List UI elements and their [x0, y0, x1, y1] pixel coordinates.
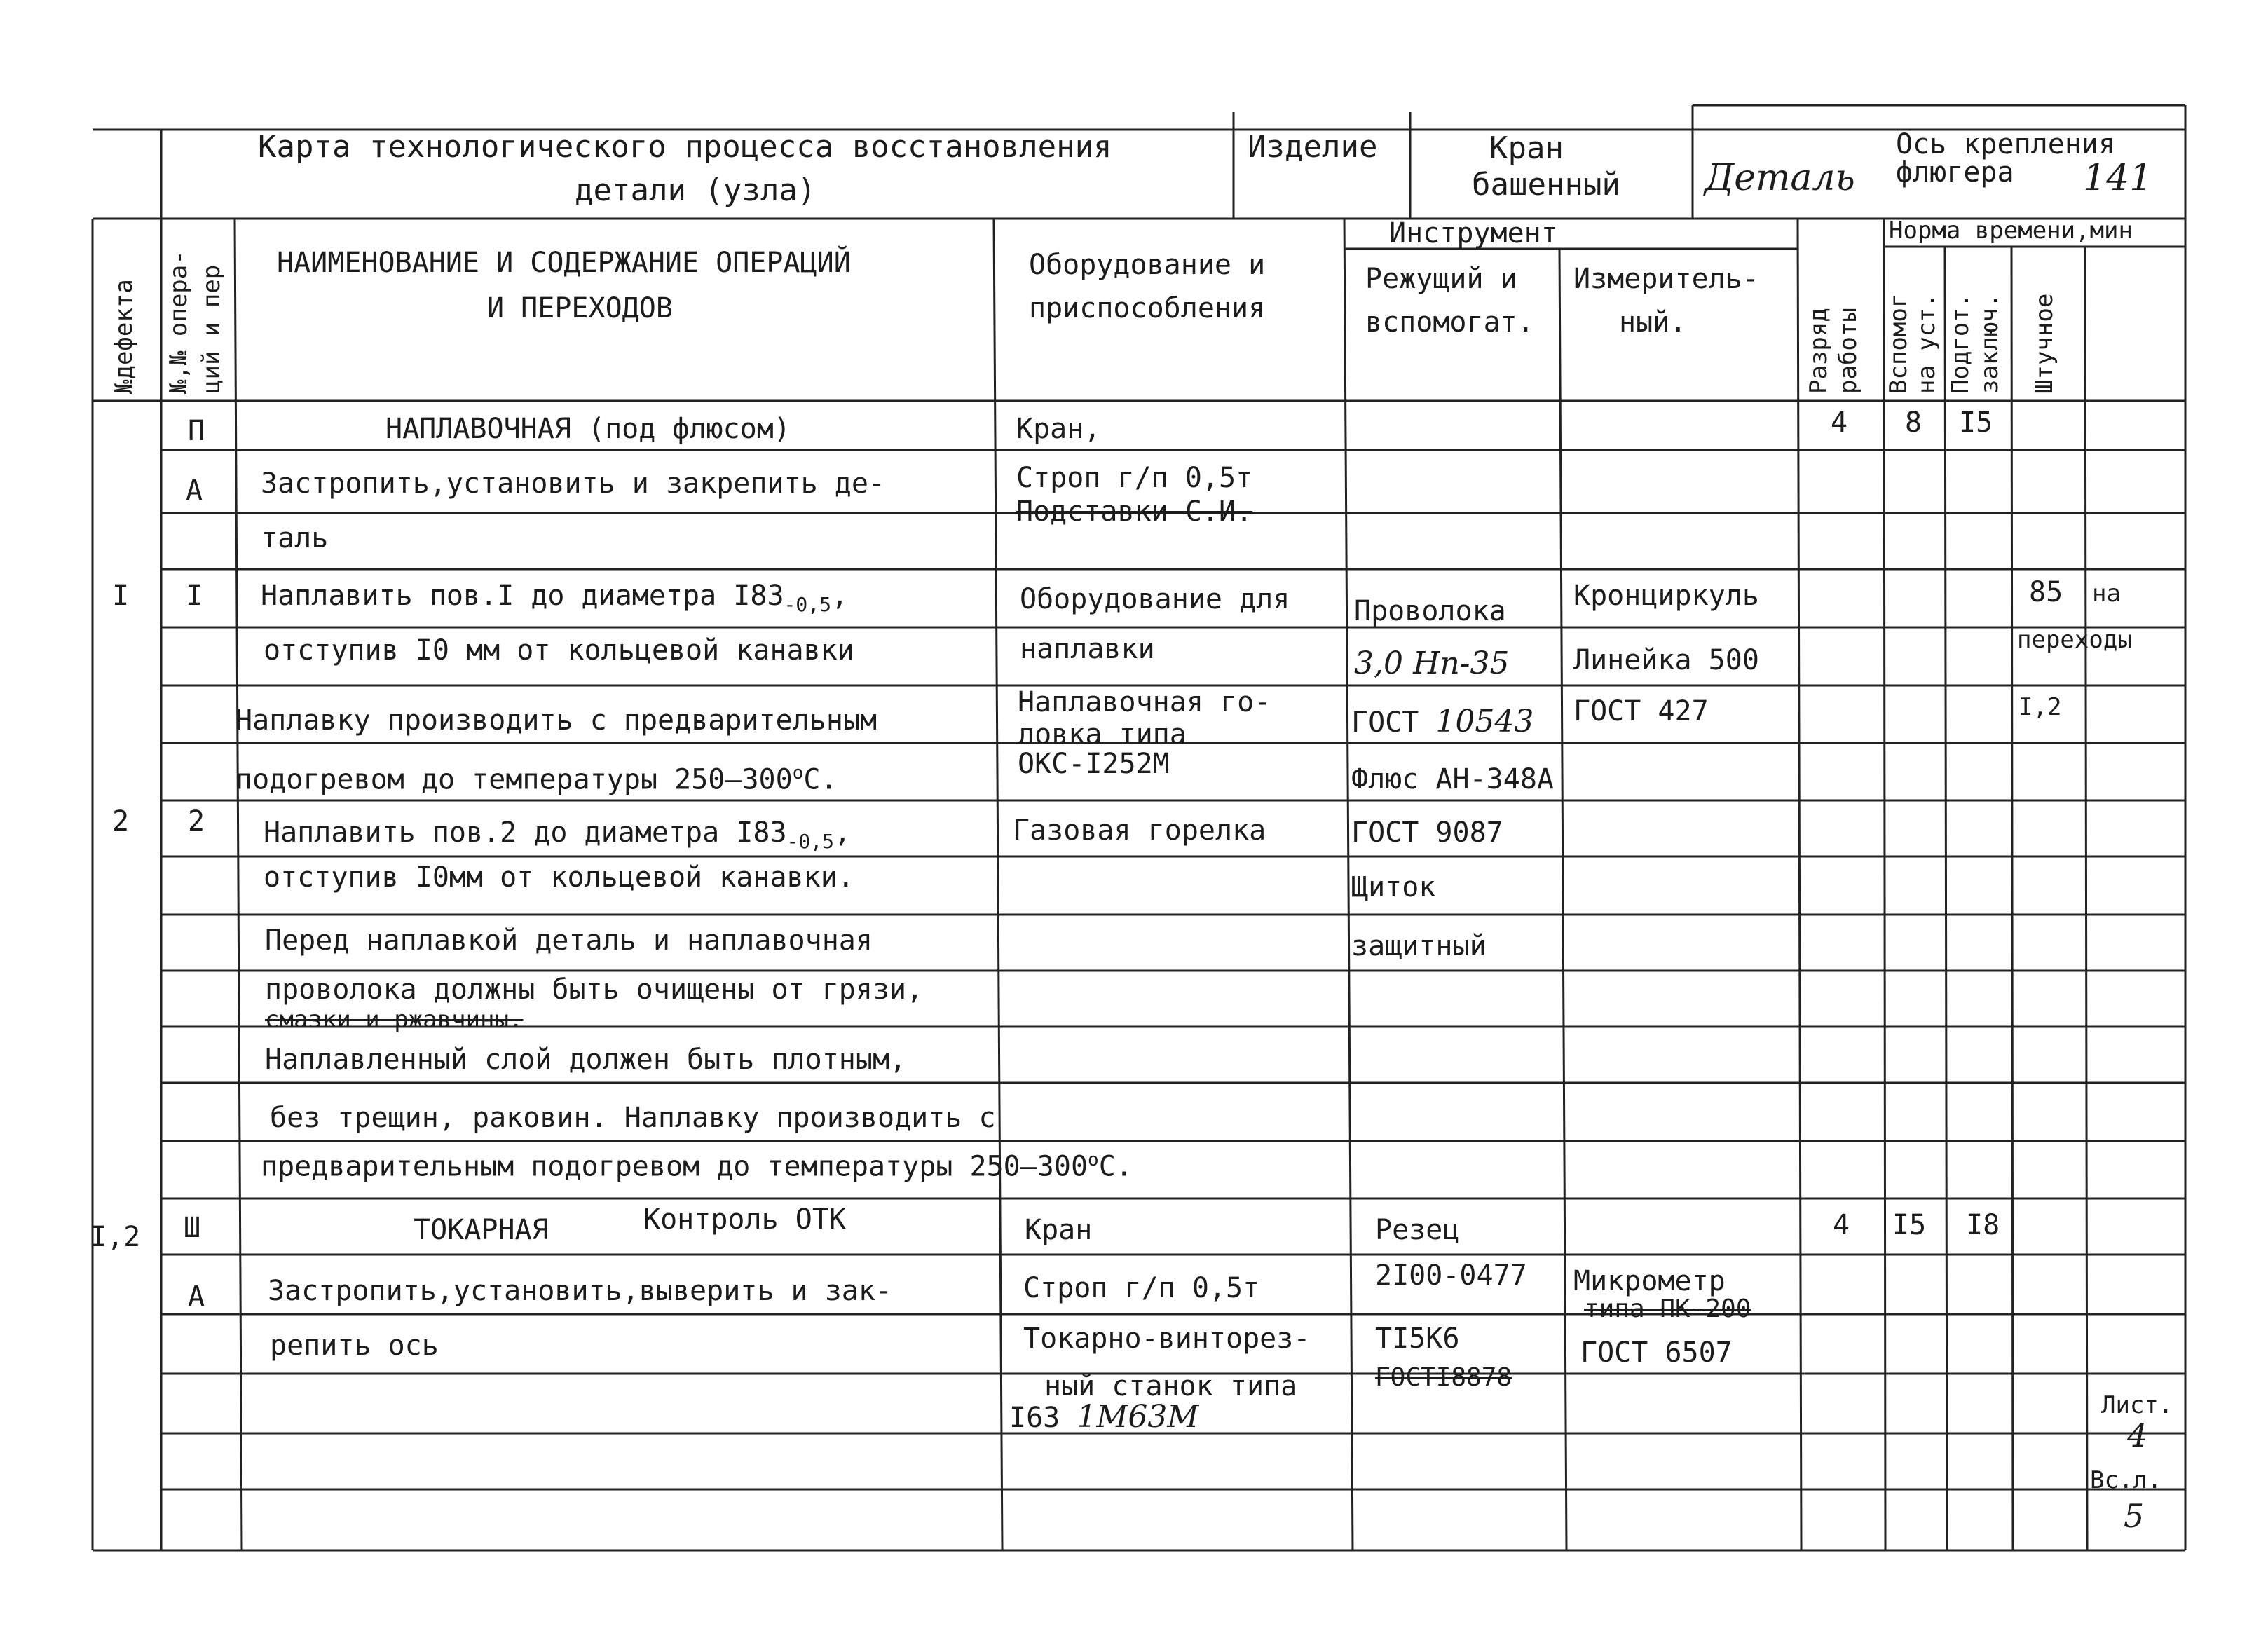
r6-name-f: предварительным подогревом до температуры $250-300^оС$.	[261, 1149, 1133, 1183]
total-sheets-value: 5	[2124, 1497, 2145, 1535]
col-grade-line2: работы	[1834, 308, 1862, 394]
r4-equip-a: Наплавочная го-	[1018, 686, 1271, 718]
r3-name-b: отступив I0 мм от кольцевой канавки	[264, 634, 854, 667]
r3-cut-a: Проволока	[1354, 595, 1506, 627]
col-prep-line1: Подгот.	[1946, 293, 1974, 394]
col-cut-line2: вспомогат.	[1365, 306, 1534, 339]
r7-prep: I8	[1966, 1209, 2000, 1241]
col-prep-line2: заключ.	[1976, 293, 2004, 394]
r6-name-b: проволока должны быть очищены от грязи,	[265, 973, 924, 1006]
r3-meas-b: Линейка 500	[1573, 644, 1759, 676]
total-sheets-label: Вс.л.	[2090, 1466, 2162, 1494]
r8-equip-c: ный станок типа	[1044, 1370, 1298, 1402]
r2-equip-b: Подставки С.И.	[1016, 496, 1253, 528]
col-meas-line1: Измеритель-	[1573, 263, 1759, 295]
sheet-label: Лист.	[2101, 1391, 2173, 1419]
r1-prep: I5	[1959, 406, 1993, 439]
col-grade-line1: Разряд	[1805, 308, 1833, 394]
r4-equip-b: ловка типа	[1018, 718, 1187, 751]
r6-name-c: смазки и ржавчины.	[265, 1006, 524, 1034]
r2-op: А	[186, 474, 203, 507]
r8-cut-c: ГОСТI8878	[1375, 1363, 1512, 1392]
col-op-line1: №,№ опера-	[165, 250, 193, 394]
r7-cut: Резец	[1375, 1214, 1460, 1246]
col-instrument: Инструмент	[1389, 217, 1558, 250]
sheet-value: 4	[2127, 1416, 2148, 1454]
r3-meas-a: Кронциркуль	[1573, 580, 1759, 612]
izdelie-label: Изделие	[1248, 129, 1378, 165]
r4-meas: ГОСТ 427	[1573, 695, 1709, 727]
r4-name-a: Наплавку производить с предварительным	[235, 704, 877, 737]
r8-meas-c: ГОСТ 6507	[1580, 1337, 1733, 1369]
r8-meas-b: типа ПК-200	[1584, 1294, 1751, 1323]
col-aux-line1: Вспомог	[1885, 293, 1913, 394]
r7-defect: I,2	[90, 1221, 141, 1253]
r8-name-a: Застропить,установить,выверить и зак-	[268, 1275, 893, 1307]
r7-name: ТОКАРНАЯ	[414, 1214, 549, 1246]
col-defect: №дефекта	[110, 279, 138, 394]
r6-name-d: Наплавленный слой должен быть плотным,	[265, 1044, 907, 1076]
r1-op: П	[188, 415, 205, 447]
r5-name-a: Наплавить пов.2 до диаметра $I83_{-0,5}$,	[264, 817, 852, 853]
r5-name-b: отступив I0мм от кольцевой канавки.	[264, 861, 854, 894]
r6-name-e: без трещин, раковин. Наплавку производить с	[270, 1102, 996, 1134]
r3-defect: I	[112, 580, 130, 612]
r8-cut-b: TI5K6	[1375, 1323, 1460, 1355]
col-op-line2: ций и пер	[198, 264, 226, 394]
r1-name: НАПЛАВОЧНАЯ (под флюсом)	[385, 413, 791, 445]
r7-control: Контроль ОТК	[643, 1203, 846, 1236]
r5-equip: Газовая горелка	[1013, 814, 1266, 847]
col-meas-line2: ный.	[1619, 306, 1687, 339]
r5-cut-a: ГОСТ 9087	[1351, 817, 1503, 849]
col-name-line1: НАИМЕНОВАНИЕ И СОДЕРЖАНИЕ ОПЕРАЦИЙ	[277, 247, 851, 279]
r3-note-b: переходы	[2017, 626, 2132, 654]
r1-aux: 8	[1905, 406, 1922, 439]
r7-equip: Кран	[1025, 1214, 1093, 1246]
col-norm: Норма времени,мин	[1889, 217, 2133, 245]
r2-name-a: Застропить,установить и закрепить де-	[261, 467, 886, 500]
r5-op: 2	[188, 805, 205, 838]
detal-label: Деталь	[1705, 157, 1855, 199]
r7-op: Ш	[184, 1212, 201, 1244]
r8-equip-d: I63 1М63М	[1009, 1399, 1199, 1435]
detail-number: 141	[2083, 157, 2153, 199]
r4-cut-b: Флюс АН-348А	[1351, 763, 1554, 795]
r3-cut-b: 3,0 Нп-35	[1354, 645, 1510, 681]
r4-cut-a: ГОСТ 10543	[1351, 704, 1534, 739]
col-aux-line2: на уст.	[1913, 293, 1941, 394]
r2-equip-a: Строп г/п 0,5т	[1016, 462, 1253, 494]
r4-piece: I,2	[2018, 693, 2062, 721]
r1-equip: Кран,	[1016, 413, 1101, 445]
r3-piece: 85	[2029, 576, 2063, 608]
r8-meas-a: Микрометр	[1573, 1265, 1726, 1297]
r3-name-a: Наплавить пов.I до диаметра $I83_{-0,5}$,	[261, 580, 849, 616]
r8-equip-a: Строп г/п 0,5т	[1023, 1272, 1260, 1304]
r3-op: I	[186, 580, 203, 612]
detail-name-line2: флюгера	[1896, 156, 2014, 189]
card-title-line2: детали (узла)	[575, 172, 817, 208]
r5-defect: 2	[112, 805, 130, 838]
r6-name-a: Перед наплавкой деталь и наплавочная	[265, 924, 873, 957]
r5-cut-c: защитный	[1351, 930, 1487, 962]
r8-op: А	[188, 1280, 205, 1313]
col-piece: Штучное	[2030, 293, 2058, 394]
r3-equip-b: наплавки	[1020, 633, 1155, 665]
r4-equip-c: ОКС-I252М	[1018, 748, 1170, 780]
col-equip-line2: приспособления	[1029, 292, 1266, 324]
col-equip-line1: Оборудование и	[1029, 249, 1266, 281]
r7-aux: I5	[1892, 1209, 1927, 1241]
col-name-line2: И ПЕРЕХОДОВ	[487, 292, 673, 324]
r5-cut-b: Щиток	[1351, 871, 1436, 903]
product-name-line1: Кран	[1489, 130, 1564, 166]
r4-name-b: подогревом до температуры $250-300^оС$.	[235, 763, 838, 796]
detail-name-line1: Ось крепления	[1896, 128, 2116, 160]
col-cut-line1: Режущий и	[1365, 263, 1517, 295]
r2-name-b: таль	[261, 522, 329, 554]
product-name-line2: башенный	[1472, 167, 1620, 203]
r8-cut-a: 2I00-0477	[1375, 1259, 1527, 1292]
r8-name-b: репить ось	[270, 1330, 439, 1362]
card-title-line1: Карта технологического процесса восстановления	[258, 129, 1112, 165]
r3-equip-a: Оборудование для	[1020, 583, 1290, 615]
r3-note-a: на	[2092, 580, 2121, 608]
r8-equip-b: Токарно-винторез-	[1023, 1323, 1311, 1355]
r7-grade: 4	[1833, 1209, 1850, 1241]
r1-grade: 4	[1831, 406, 1848, 439]
